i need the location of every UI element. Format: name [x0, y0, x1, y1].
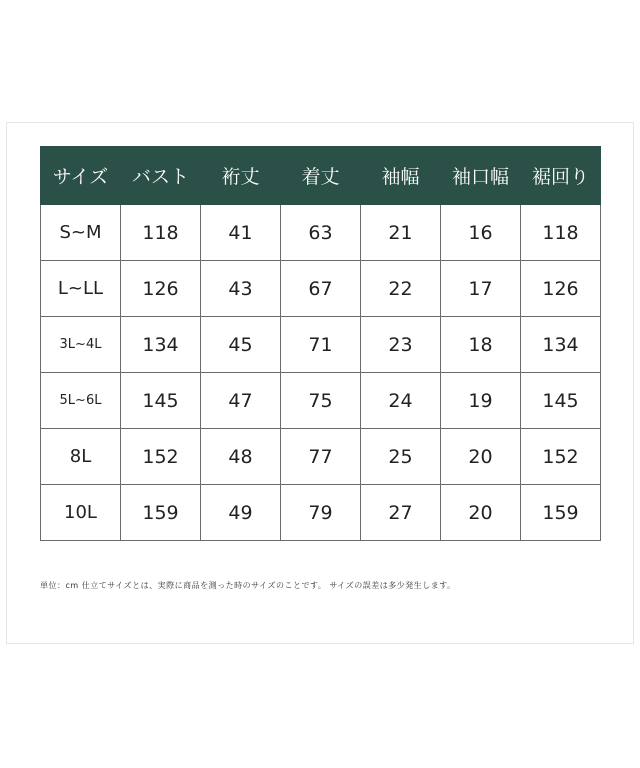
table-cell: 27 — [361, 485, 441, 541]
table-cell: 145 — [121, 373, 201, 429]
table-cell: 126 — [521, 261, 601, 317]
table-cell: 21 — [361, 205, 441, 261]
table-cell: 118 — [521, 205, 601, 261]
size-cell: S~M — [41, 205, 121, 261]
table-cell: 48 — [201, 429, 281, 485]
table-cell: 159 — [121, 485, 201, 541]
table-cell: 17 — [441, 261, 521, 317]
table-cell: 152 — [121, 429, 201, 485]
table-row — [41, 373, 601, 429]
header-size: サイズ — [41, 147, 121, 205]
table-cell: 75 — [281, 373, 361, 429]
size-cell: 5L~6L — [41, 373, 121, 429]
size-cell: L~LL — [41, 261, 121, 317]
table-cell: 24 — [361, 373, 441, 429]
table-row — [41, 261, 601, 317]
header-yuki-length: 裄丈 — [201, 147, 281, 205]
table-row — [41, 485, 601, 541]
header-sleeve-width: 袖幅 — [361, 147, 441, 205]
header-bust: バスト — [121, 147, 201, 205]
size-chart-table — [40, 146, 601, 541]
table-row — [41, 429, 601, 485]
table-cell: 49 — [201, 485, 281, 541]
table-cell: 22 — [361, 261, 441, 317]
table-cell: 77 — [281, 429, 361, 485]
size-cell: 3L~4L — [41, 317, 121, 373]
table-cell: 152 — [521, 429, 601, 485]
table-cell: 20 — [441, 429, 521, 485]
table-row — [41, 205, 601, 261]
size-cell: 10L — [41, 485, 121, 541]
table-cell: 134 — [521, 317, 601, 373]
table-cell: 41 — [201, 205, 281, 261]
table-cell: 25 — [361, 429, 441, 485]
table-cell: 18 — [441, 317, 521, 373]
table-cell: 45 — [201, 317, 281, 373]
table-cell: 43 — [201, 261, 281, 317]
table-cell: 20 — [441, 485, 521, 541]
header-hem-circumference: 裾回り — [521, 147, 601, 205]
table-header-row — [41, 147, 601, 205]
table-cell: 63 — [281, 205, 361, 261]
size-cell: 8L — [41, 429, 121, 485]
table-cell: 159 — [521, 485, 601, 541]
table-cell: 16 — [441, 205, 521, 261]
table-cell: 134 — [121, 317, 201, 373]
header-body-length: 着丈 — [281, 147, 361, 205]
table-cell: 126 — [121, 261, 201, 317]
measurement-note: 単位：cm 仕立てサイズとは、実際に商品を測った時のサイズのことです。 サイズの誤差は多少発生します。 — [40, 581, 456, 590]
table-cell: 67 — [281, 261, 361, 317]
table-cell: 47 — [201, 373, 281, 429]
header-cuff-width: 袖口幅 — [441, 147, 521, 205]
table-row — [41, 317, 601, 373]
table-cell: 145 — [521, 373, 601, 429]
table-cell: 71 — [281, 317, 361, 373]
table-cell: 19 — [441, 373, 521, 429]
table-cell: 118 — [121, 205, 201, 261]
table-cell: 79 — [281, 485, 361, 541]
table-cell: 23 — [361, 317, 441, 373]
